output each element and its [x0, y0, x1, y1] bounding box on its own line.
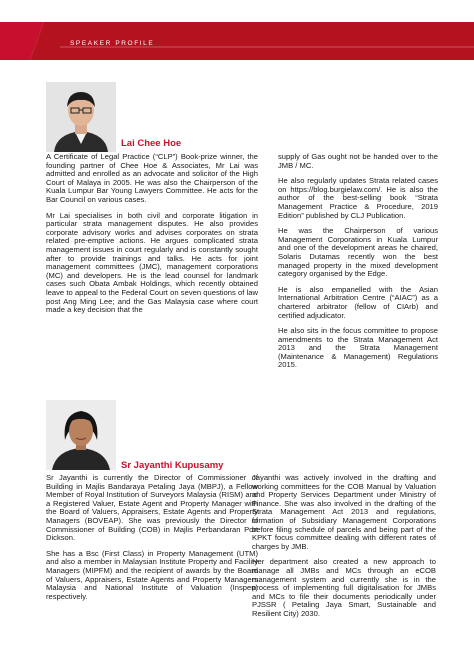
portrait-male-icon: [46, 82, 116, 152]
bio-paragraph: He was the Chairperson of various Management Corporations in Kuala Lumpur and one of the development areas he chaired, Solaris Dutamas recently won the best managed property in the mixed development category organised by the Edge.: [278, 226, 438, 279]
speaker-bio-column-left: [46, 474, 258, 608]
banner-graphic: [0, 0, 474, 60]
bio-paragraph: supply of Gas ought not be handed over to the JMB / MC.: [278, 152, 438, 170]
speaker-name: Sr Jayanthi Kupusamy: [121, 460, 224, 471]
bio-paragraph: Jayanthi was actively involved in the drafting and working committees for the COB Manual by Valuation and Property Services Department under Ministry of Finance. She was also involved in the drafting of the Strata Management Act 2013 and regulations, formation of Subsidiary Management Corporations before filing schedule of parcels and being part of the KPKT focus committee dealing with different rates of charges by JMB.: [252, 473, 436, 551]
header-banner: [0, 0, 474, 60]
bio-paragraph: She has a Bsc (First Class) in Property Management (UTM) and also a member in Malaysian Institute Property and Facility Managers (MIPFM) and the recipient of awards by the Board of Valuers, Appraisers, Estate Agents and Property Managers Malaysia and National Institute of Valuation (Inspen) respectively.: [46, 548, 258, 601]
bio-paragraph: He also sits in the focus committee to propose amendments to the Strata Management Act 2013 and the Strata Management (Maintenance & Management) Regulations 2015.: [278, 326, 438, 370]
bio-paragraph: Sr Jayanthi is currently the Director of Commissioner of Building in Majlis Bandaraya Petaling Jaya (MBPJ), a Fellow Member of Royal Institution of Surveyors Malaysia (RISM) and a Registered Valuer, Estate Agent and Property Manager with the Board of Valuers, Appraisers, Estate Agents and Property Managers (BOVEAP). She was previously the Director of Commissioner of Building (COB) in Majlis Perbandaran Port Dickson.: [46, 473, 258, 543]
portrait-female-icon: [46, 400, 116, 470]
bio-paragraph: He is also empanelled with the Asian International Arbitration Centre (“AIAC”) as a chartered arbitrator (fellow of CIArb) and certified adjudicator.: [278, 284, 438, 320]
speaker-bio-column-right: [278, 153, 438, 377]
page-title: SPEAKER PROFILE: [70, 40, 155, 47]
speaker-bio-column-left: [46, 153, 258, 322]
bio-paragraph: Her department also created a new approach to manage all JMBs and MCs through an eCOB management system and currently she is in the process of implementing full digitalisation for JMBs and MCs to file their documents periodically under PJSSR ( Petaling Jaya Smart, Sustainable and Resilient City) 2030.: [252, 557, 436, 618]
bio-paragraph: He also regularly updates Strata related cases on https://blog.burgielaw.com/. He is also the author of the best-selling book “Strata Management Practice & Procedure, 2019 Edition” published by CLJ Publication.: [278, 176, 438, 220]
bio-paragraph: Mr Lai specialises in both civil and corporate litigation in particular strata management disputes. He also provides corporate advisory works and advises corporates on strata related pre-emptive actions. He argues complicated strata management issues in court regularly and is constantly sought after to provide trainings and talks. He acts for joint management committees (JMC), management corporations (MC) and developers. He is the lead counsel for landmark cases such Obata Ambak Holdings, which recently obtained leave to appeal to the Federal Court on seven questions of law post Ang Ming Lee; and the Gas Malaysia case where court made a key decision that the: [46, 210, 258, 315]
speaker-photo-lai: [46, 82, 116, 152]
speaker-bio-column-right: [252, 474, 436, 626]
bio-paragraph: A Certificate of Legal Practice (“CLP”) Book-prize winner, the founding partner of Chee Hoe & Associates, Mr Lai was admitted and enrolled as an advocate and solicitor of the High Court of Malaya in 2005. He was also the Chairperson of the Kuala Lumpur Bar Young Lawyers Committee. He acts for the Bar Council on various cases.: [46, 152, 258, 204]
speaker-photo-jayanthi: [46, 400, 116, 470]
speaker-name: Lai Chee Hoe: [121, 138, 182, 149]
